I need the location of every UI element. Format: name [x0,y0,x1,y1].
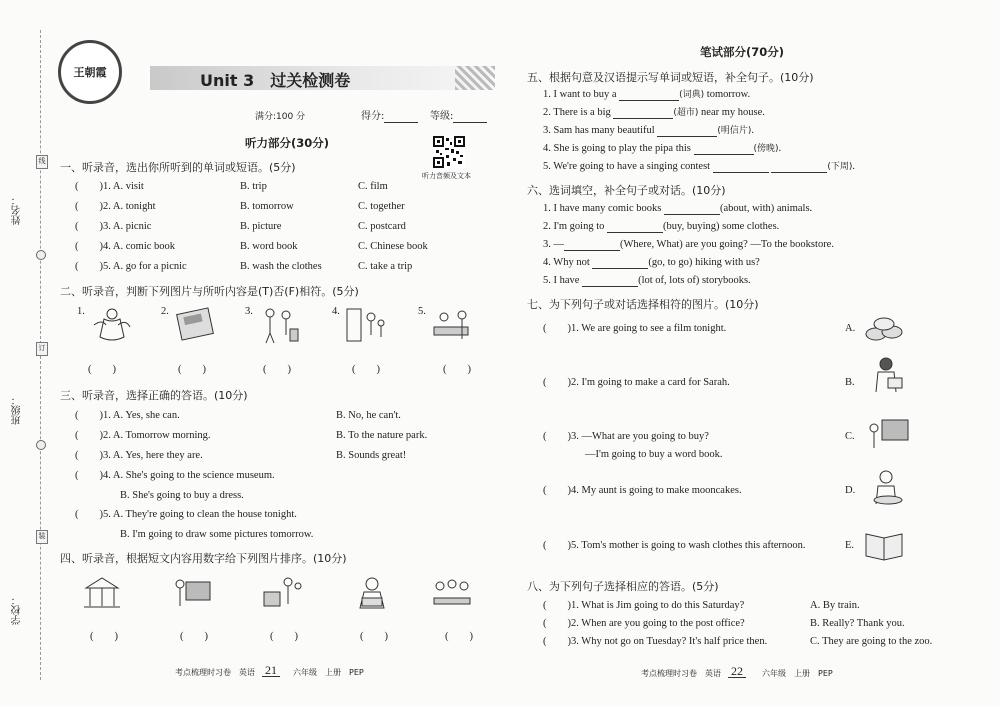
s2-answer5[interactable]: ( ) [443,364,471,375]
s2-num4: 4. [332,306,340,317]
s1-q4[interactable]: ( )4. A. comic book [75,241,176,252]
s3-q2-b: B. To the nature park. [336,430,428,441]
boy-card-illustration [866,356,910,396]
s1-q4-b: B. word book [240,241,298,252]
s3-q3[interactable]: ( )3. A. Yes, here they are. [75,450,203,461]
s6-q4: 4. Why not (go, to go) hiking with us? [543,257,760,268]
s3-q4-b: B. She's going to buy a dress. [120,490,244,501]
s1-q3-b: B. picture [240,221,282,232]
s7-q4[interactable]: ( )4. My aunt is going to make mooncakes. [543,485,742,496]
s5-q5-blank-b[interactable] [771,161,827,173]
page-number-right: 22 [728,665,746,678]
binding-hole [36,440,46,450]
s6-q4-blank[interactable] [592,257,648,269]
binding-hole [36,250,46,260]
listening-header: 听力部分(30分) [245,136,330,150]
s5-q4-blank[interactable] [694,143,754,155]
s6-q1: 1. I have many comic books (about, with) animals. [543,203,813,214]
dinner-family-illustration [430,574,474,614]
section4-title: 四、听录音，根据短文内容用数字给下列图片排序。(10分) [60,552,347,565]
section3-title: 三、听录音，选择正确的答语。(10分) [60,389,248,402]
s7-q1[interactable]: ( )1. We are going to see a film tonight. [543,323,727,334]
picnic-illustration [430,305,474,345]
s7-opt-c: C. [845,431,855,442]
qr-code[interactable] [433,136,465,168]
tab-bind: 装 [36,530,48,544]
s5-q2-blank[interactable] [613,107,673,119]
s3-q1[interactable]: ( )1. A. Yes, she can. [75,410,180,421]
footer-left-text: 考点梳理时习卷 英语 [175,668,255,677]
section6-title: 六、选词填空，补全句子或对话。(10分) [527,184,726,197]
page-number-left: 21 [262,664,280,677]
s1-q5[interactable]: ( )5. A. go for a picnic [75,261,187,272]
cinema-screen-illustration [866,414,910,454]
s4-answer1[interactable]: ( ) [90,631,118,642]
s2-num3: 3. [245,306,253,317]
s5-q1-blank[interactable] [619,89,679,101]
s2-answer4[interactable]: ( ) [352,364,380,375]
s1-q1[interactable]: ( )1. A. visit [75,181,144,192]
binding-strip [0,0,52,707]
museum-illustration [80,574,124,614]
s1-q3-c: C. postcard [358,221,406,232]
s7-opt-d: D. [845,485,856,496]
unit-title: Unit 3 过关检测卷 [200,71,351,90]
written-header: 笔试部分(70分) [700,45,785,59]
s5-q3-blank[interactable] [657,125,717,137]
s6-q1-blank[interactable] [664,203,720,215]
family-trip-illustration [258,305,302,345]
s6-q5-blank[interactable] [582,275,638,287]
publisher-logo: 王朝霞 [58,40,122,104]
mooncakes-illustration [862,310,906,350]
s6-q3: 3. — (Where, What) are you going? —To the bookstore. [543,239,834,250]
s8-q2[interactable]: ( )2. When are you going to the post office? [543,618,745,629]
s3-q5-b: B. I'm going to draw some pictures tomorrow. [120,529,314,540]
s7-q2[interactable]: ( )2. I'm going to make a card for Sarah. [543,377,730,388]
s4-answer2[interactable]: ( ) [180,631,208,642]
footer-left-grade: 六年级 上册 PEP [293,668,364,677]
banner-pattern [455,66,495,90]
s5-q1: 1. I want to buy a (词典) tomorrow. [543,89,751,100]
s1-q1-c: C. film [358,181,388,192]
s7-opt-e: E. [845,540,855,551]
s8-a: A. By train. [810,600,860,611]
tv-family-illustration [260,574,304,614]
s1-q2-c: C. together [358,201,405,212]
s2-num2: 2. [161,306,169,317]
s1-q1-b: B. trip [240,181,267,192]
s7-q3[interactable]: ( )3. —What are you going to buy? [543,431,709,442]
section2-title: 二、听录音，判断下列图片与所听内容是(T)否(F)相符。(5分) [60,285,359,298]
s6-q3-blank[interactable] [564,239,620,251]
s3-q4[interactable]: ( )4. A. She's going to the science museum. [75,470,275,481]
name-label: 姓名： [12,195,23,225]
s1-q2-b: B. tomorrow [240,201,294,212]
s4-answer4[interactable]: ( ) [360,631,388,642]
class-label: 班级： [12,395,23,425]
s3-q1-b: B. No, he can't. [336,410,401,421]
s6-q2: 2. I'm going to (buy, buying) some clothes. [543,221,780,232]
s3-q5[interactable]: ( )5. A. They're going to clean the house tonight. [75,509,297,520]
section1-title: 一、听录音，选出你所听到的单词或短语。(5分) [60,161,296,174]
word-book-illustration [862,524,906,564]
section7-title: 七、为下列句子或对话选择相符的图片。(10分) [527,298,759,311]
footer-right-grade: 六年级 上册 PEP [762,669,833,678]
s7-opt-a: A. [845,323,856,334]
s1-q3[interactable]: ( )3. A. picnic [75,221,152,232]
book-illustration [173,305,217,345]
s2-num5: 5. [418,306,426,317]
s2-num1: 1. [77,306,85,317]
footer-right-text: 考点梳理时习卷 英语 [641,669,721,678]
reading-girl-illustration [350,574,394,614]
s2-answer2[interactable]: ( ) [178,364,206,375]
s7-opt-b: B. [845,377,855,388]
cinema-illustration [170,574,214,614]
s1-q2[interactable]: ( )2. A. tonight [75,201,156,212]
s8-b: B. Really? Thank you. [810,618,905,629]
s5-q5: 5. We're going to have a singing contest (下周). [543,161,855,172]
dancer-illustration [90,305,134,345]
tab-order: 订 [36,342,48,356]
s1-q5-c: C. take a trip [358,261,413,272]
s2-answer3[interactable]: ( ) [263,364,291,375]
s1-q4-c: C. Chinese book [358,241,428,252]
woman-washing-illustration [866,468,910,508]
school-label: 学校： [12,595,23,625]
s6-q5: 5. I have (lot of, lots of) storybooks. [543,275,751,286]
s2-answer1[interactable]: ( ) [88,364,116,375]
s4-answer5[interactable]: ( ) [445,631,473,642]
s3-q2[interactable]: ( )2. A. Tomorrow morning. [75,430,211,441]
s1-q5-b: B. wash the clothes [240,261,322,272]
s5-q2: 2. There is a big (超市) near my house. [543,107,765,118]
full-score: 满分:100 分 [255,112,306,122]
s3-q3-b: B. Sounds great! [336,450,407,461]
grade-label: 等级: [430,111,487,123]
s7-q3-line2: —I'm going to buy a word book. [585,449,723,460]
tab-line: 线 [36,155,48,169]
s5-q4: 4. She is going to play the pipa this (傍晚). [543,143,782,154]
section8-title: 八、为下列句子选择相应的答语。(5分) [527,580,719,593]
s5-q3: 3. Sam has many beautiful (明信片). [543,125,754,136]
s4-answer3[interactable]: ( ) [270,631,298,642]
s8-c: C. They are going to the zoo. [810,636,933,647]
s5-q5-blank-a[interactable] [713,161,769,173]
score-label: 得分: [361,111,418,123]
qr-caption: 听力音频及文本 [422,172,471,180]
doorway-illustration [343,305,387,345]
s6-q2-blank[interactable] [607,221,663,233]
s8-q1[interactable]: ( )1. What is Jim going to do this Saturday? [543,600,745,611]
s8-q3[interactable]: ( )3. Why not go on Tuesday? It's half price then. [543,636,768,647]
s7-q5[interactable]: ( )5. Tom's mother is going to wash clothes this afternoon. [543,540,806,551]
section5-title: 五、根据句意及汉语提示写单词或短语，补全句子。(10分) [527,71,814,84]
